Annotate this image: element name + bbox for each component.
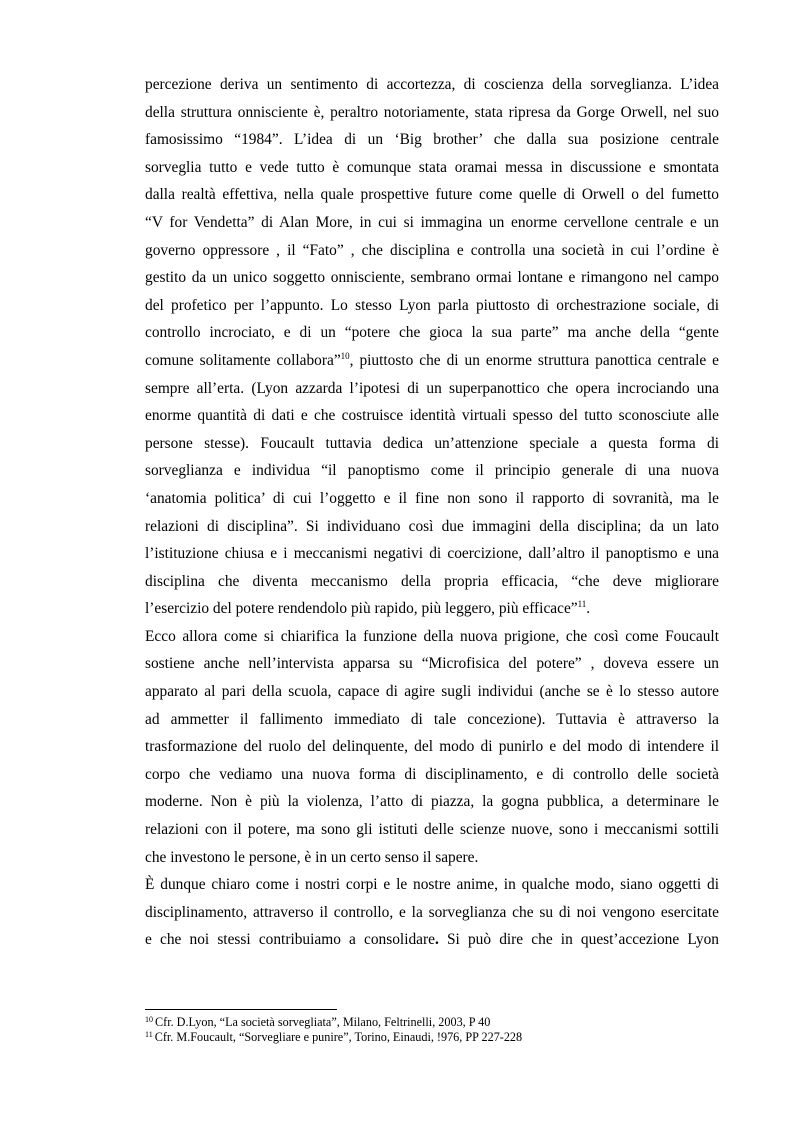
text-line bbox=[145, 595, 719, 623]
text-line: della struttura onnisciente è, peraltro notoriamente, stata ripresa da Gorge Orwell, nel suo bbox=[145, 103, 719, 121]
text-line: ad ammetter il fallimento immediato di tale concezione). Tuttavia è attraverso la bbox=[145, 710, 719, 728]
bold-period: . bbox=[434, 931, 439, 949]
footnote-text: Cfr. M.Foucault, “Sorvegliare e punire”, Torino, Einaudi, !976, PP 227-228 bbox=[154, 1030, 523, 1044]
text-line: Ecco allora come si chiarifica la funzione della nuova prigione, che così come Foucault bbox=[145, 627, 719, 645]
text-line: dalla realtà effettiva, nella quale prospettive future come quelle di Orwell o del fumetto bbox=[145, 186, 719, 204]
text-line: persone stesse). Foucault tuttavia dedica un’attenzione speciale a questa forma di bbox=[145, 434, 719, 452]
paragraph-3 bbox=[145, 871, 719, 954]
text-segment: l’esercizio del potere rendendolo più rapido, più leggero, più efficace” bbox=[145, 600, 578, 618]
text-line bbox=[145, 347, 719, 375]
text-line: corpo che vediamo una nuova forma di disciplinamento, e di controllo delle società bbox=[145, 765, 719, 783]
text-line: relazioni con il potere, ma sono gli istituti delle scienze nuove, sono i meccanismi sottili bbox=[145, 821, 719, 839]
footnotes bbox=[145, 1015, 719, 1045]
page-body bbox=[145, 71, 719, 954]
text-line: disciplinamento, attraverso il controllo, e la sorveglianza che su di noi vengono esercitate bbox=[145, 903, 719, 921]
text-line: È dunque chiaro come i nostri corpi e le nostre anime, in qualche modo, siano oggetti di bbox=[145, 876, 719, 894]
footnote-text: Cfr. D.Lyon, “La società sorvegliata”, Milano, Feltrinelli, 2003, P 40 bbox=[155, 1015, 491, 1029]
text-line: sorveglianza e individua “il panoptismo come il principio generale di una nuova bbox=[145, 462, 719, 480]
footnote-divider bbox=[145, 1009, 337, 1010]
text-line: disciplina che diventa meccanismo della propria efficacia, “che deve migliorare bbox=[145, 572, 719, 590]
paragraph-2 bbox=[145, 623, 719, 871]
text-line: sostiene anche nell’intervista apparsa su “Microfisica del potere” , doveva essere un bbox=[145, 655, 719, 673]
text-line: “V for Vendetta” di Alan More, in cui si immagina un enorme cervellone centrale e un bbox=[145, 213, 719, 231]
text-line: percezione deriva un sentimento di accortezza, di coscienza della sorveglianza. L’idea bbox=[145, 76, 719, 93]
text-line: trasformazione del ruolo del delinquente, del modo di punirlo e del modo di intendere il bbox=[145, 738, 719, 756]
footnote-10 bbox=[145, 1015, 719, 1030]
text-line: relazioni di disciplina”. Si individuano così due immagini della disciplina; da un lato bbox=[145, 517, 719, 535]
text-segment: , piuttosto che di un enorme struttura panottica centrale e bbox=[349, 351, 719, 369]
text-line: che investono le persone, è in un certo senso il sapere. bbox=[145, 848, 479, 866]
text-segment: Si può dire che in quest’accezione Lyon bbox=[438, 931, 719, 949]
text-line: del profetico per l’appunto. Lo stesso Lyon parla piuttosto di orchestrazione sociale, di bbox=[145, 296, 719, 314]
text-segment: comune solitamente collabora” bbox=[145, 351, 341, 369]
text-line: moderne. Non è più la violenza, l’atto di piazza, la gogna pubblica, a determinare le bbox=[145, 793, 719, 811]
text-line: sorveglia tutto e vede tutto è comunque stata oramai messa in discussione e smontata bbox=[145, 158, 719, 176]
text-segment: e che noi stessi contribuiamo a consolidare bbox=[145, 931, 435, 949]
paragraph-1 bbox=[145, 71, 719, 623]
text-line: ‘anatomia politica’ di cui l’oggetto e il fine non sono il rapporto di sovranità, ma le bbox=[145, 489, 719, 507]
footnote-number: 10 bbox=[145, 1015, 153, 1024]
footnote-ref-10[interactable]: 10 bbox=[340, 350, 350, 361]
text-line: controllo incrociato, e di un “potere che gioca la sua parte” ma anche della “gente bbox=[145, 324, 719, 342]
text-line: sempre all’erta. (Lyon azzarda l’ipotesi di un superpanottico che opera incrociando una bbox=[145, 379, 719, 397]
text-line bbox=[145, 926, 719, 954]
text-line: governo oppressore , il “Fato” , che disciplina e controlla una società in cui l’ordine è bbox=[145, 241, 719, 259]
text-line: famosissimo “1984”. L’idea di un ‘Big brother’ che dalla sua posizione centrale bbox=[145, 131, 719, 149]
footnote-number: 11 bbox=[145, 1030, 153, 1039]
text-segment: . bbox=[586, 600, 591, 618]
text-line: l’istituzione chiusa e i meccanismi negativi di coercizione, dall’altro il panoptismo e una bbox=[145, 545, 719, 563]
text-line: apparato al pari della scuola, capace di agire sugli individui (anche se è lo stesso autore bbox=[145, 683, 719, 701]
text-line: gestito da un unico soggetto onnisciente, sembrano ormai lontane e rimangono nel campo bbox=[145, 269, 719, 287]
text-line: enorme quantità di dati e che costruisce identità virtuali spesso del tutto sconosciute alle bbox=[145, 407, 719, 425]
footnote-11 bbox=[145, 1030, 719, 1045]
footnote-ref-11[interactable]: 11 bbox=[577, 599, 587, 610]
